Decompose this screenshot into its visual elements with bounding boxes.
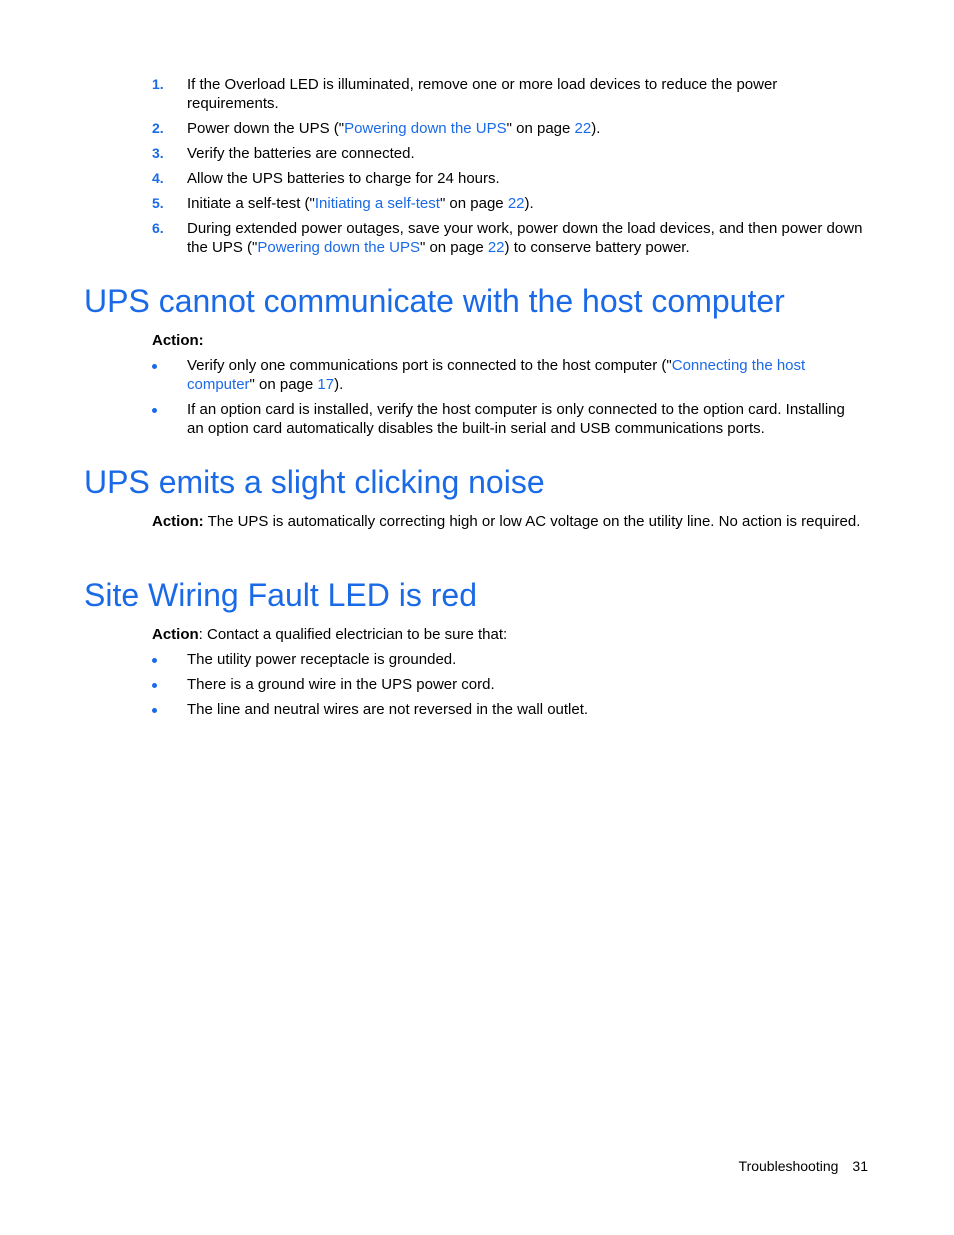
action-text: The UPS is automatically correcting high or low AC voltage on the utility line. No action is required. (203, 513, 861, 530)
bullet-item (152, 400, 864, 438)
bullet-icon (152, 683, 157, 688)
bullet-list (152, 650, 864, 725)
step-item (152, 119, 864, 138)
bullet-icon (152, 658, 157, 663)
action-paragraph (152, 512, 864, 531)
bullet-item (152, 675, 864, 694)
step-number: 5. (152, 195, 164, 211)
step-text: During extended power outages, save your work, power down the load devices, and then power down the UPS ("Powering down the UPS" on page 22) to conserve battery power. (187, 220, 863, 256)
bullet-item (152, 356, 864, 394)
step-item (152, 219, 864, 257)
link-connecting-host-computer[interactable]: Connecting the host computer (187, 357, 806, 393)
step-number: 2. (152, 120, 164, 136)
action-paragraph (152, 625, 864, 644)
step-item (152, 75, 864, 113)
link-page-22[interactable]: 22 (487, 239, 505, 256)
section-heading: UPS cannot communicate with the host computer (84, 283, 785, 319)
bullet-item (152, 650, 864, 669)
bullet-icon (152, 708, 157, 713)
bullet-icon (152, 364, 157, 369)
footer-section-title: Troubleshooting (738, 1158, 839, 1174)
action-label: Action (152, 626, 199, 643)
step-item (152, 144, 864, 163)
step-number: 1. (152, 76, 164, 92)
bullet-icon (152, 408, 157, 413)
bullet-text: If an option card is installed, verify the host computer is only connected to the option card. Installing an option card automatically disables the built-in serial and USB communications ports. (187, 401, 845, 437)
section-heading: UPS emits a slight clicking noise (84, 464, 545, 500)
step-item (152, 194, 864, 213)
page-number: 31 (852, 1158, 868, 1174)
step-number: 6. (152, 220, 164, 236)
bullet-list (152, 356, 864, 444)
link-page-22[interactable]: 22 (507, 195, 525, 212)
bullet-text: The line and neutral wires are not reversed in the wall outlet. (187, 701, 589, 718)
link-initiating-self-test[interactable]: Initiating a self-test (314, 195, 440, 212)
link-page-22[interactable]: 22 (574, 120, 592, 137)
link-powering-down-ups[interactable]: Powering down the UPS (344, 120, 507, 137)
step-number: 4. (152, 170, 164, 186)
step-item (152, 169, 864, 188)
step-text: Power down the UPS ("Powering down the UPS" on page 22). (187, 120, 601, 137)
bullet-text: Verify only one communications port is connected to the host computer ("Connecting the host computer" on page 17). (187, 357, 806, 393)
step-text: Initiate a self-test ("Initiating a self-test" on page 22). (187, 195, 534, 212)
step-text: If the Overload LED is illuminated, remove one or more load devices to reduce the power requirements. (187, 76, 778, 112)
bullet-item (152, 700, 864, 719)
action-label: Action: (152, 513, 204, 530)
page-footer (739, 1158, 868, 1174)
step-text: Verify the batteries are connected. (187, 145, 415, 162)
bullet-text: There is a ground wire in the UPS power cord. (187, 676, 495, 693)
steps-list (152, 75, 864, 263)
link-page-17[interactable]: 17 (317, 376, 335, 393)
link-powering-down-ups[interactable]: Powering down the UPS (257, 239, 420, 256)
action-text: : Contact a qualified electrician to be sure that: (198, 626, 508, 643)
action-label: Action: (152, 332, 204, 349)
section-heading: Site Wiring Fault LED is red (84, 577, 478, 613)
step-text: Allow the UPS batteries to charge for 24 hours. (187, 170, 500, 187)
bullet-text: The utility power receptacle is grounded. (187, 651, 457, 668)
step-number: 3. (152, 145, 164, 161)
